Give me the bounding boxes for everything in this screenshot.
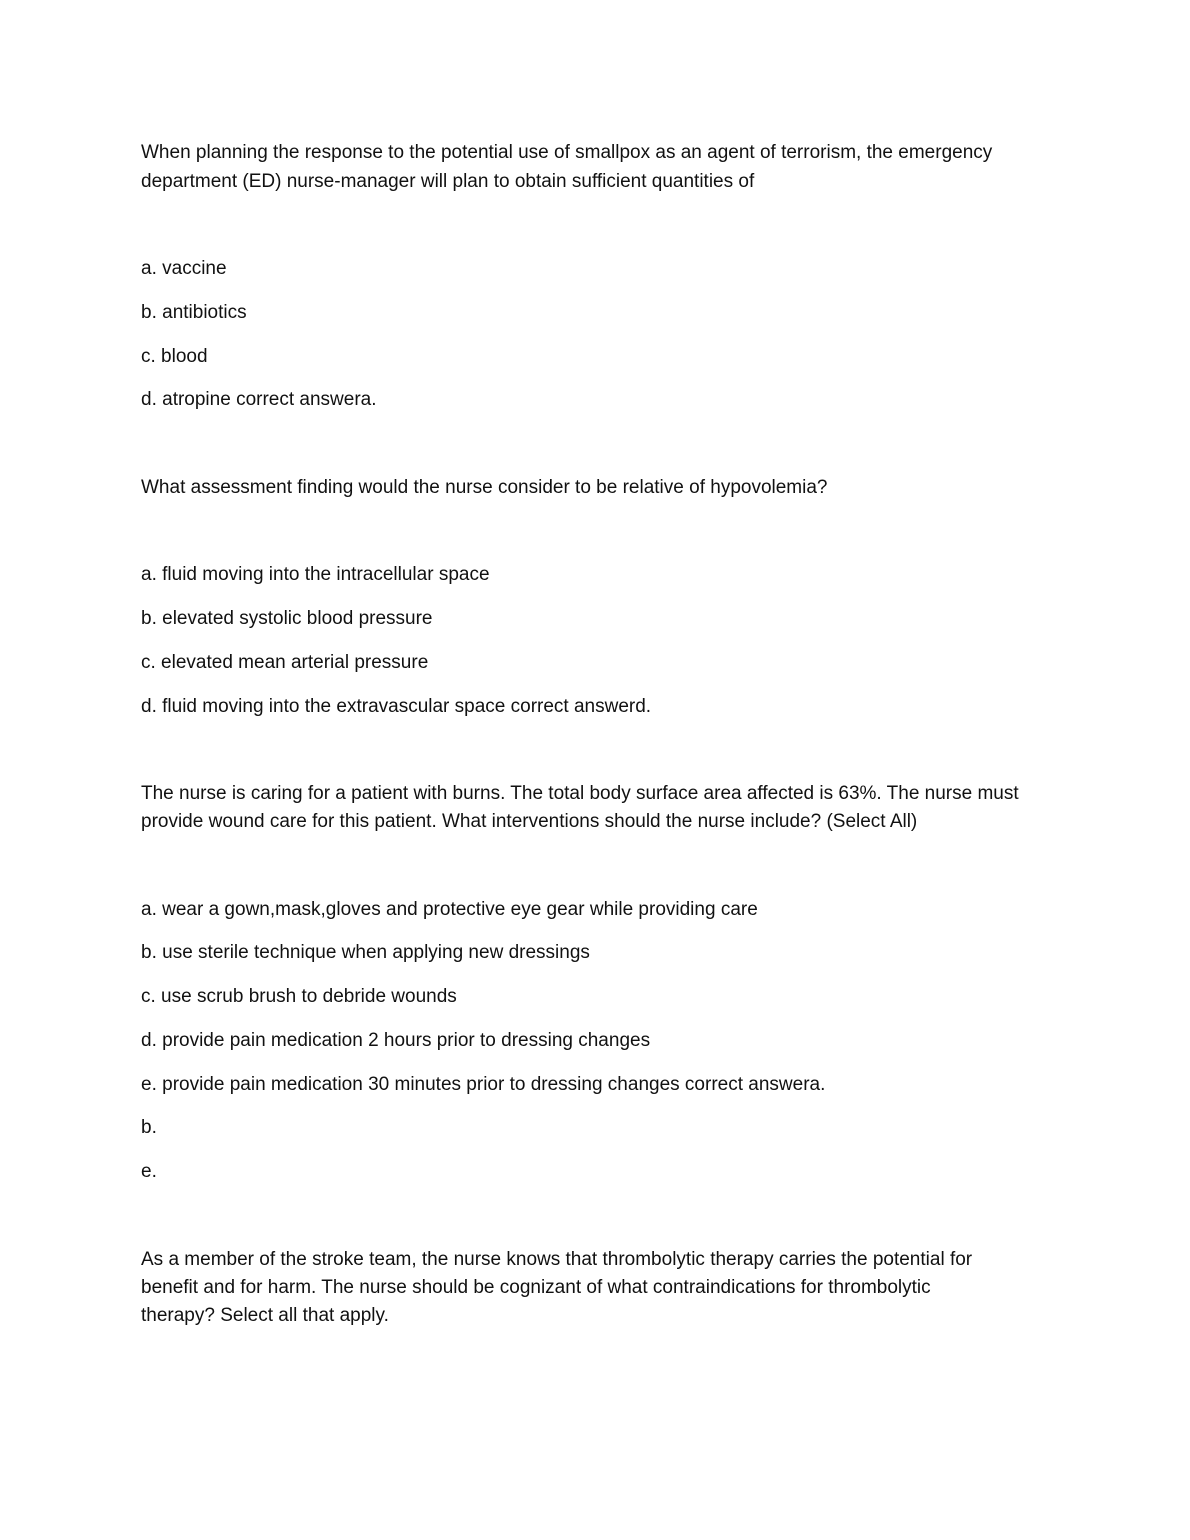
- question-2-option-d: d. fluid moving into the extravascular space correct answerd.: [141, 696, 652, 717]
- question-4-stem-line-2: benefit and for harm. The nurse should be cognizant of what contraindications for thrombolytic: [141, 1277, 931, 1298]
- question-3-answer-e: e.: [141, 1161, 157, 1182]
- question-2-stem-line-1: What assessment finding would the nurse consider to be relative of hypovolemia?: [141, 477, 828, 498]
- question-3-stem-line-2: provide wound care for this patient. What interventions should the nurse include? (Select All): [141, 811, 918, 832]
- question-3-option-b: b. use sterile technique when applying new dressings: [141, 942, 590, 963]
- question-1-option-b: b. antibiotics: [141, 302, 247, 323]
- question-2-option-c: c. elevated mean arterial pressure: [141, 652, 429, 673]
- question-1-option-d: d. atropine correct answera.: [141, 389, 377, 410]
- question-1-option-a: a. vaccine: [141, 258, 227, 279]
- question-3-answer-b: b.: [141, 1117, 157, 1138]
- question-1-stem-line-1: When planning the response to the potential use of smallpox as an agent of terrorism, the emergency: [141, 142, 993, 163]
- question-1-stem-line-2: department (ED) nurse-manager will plan to obtain sufficient quantities of: [141, 171, 755, 192]
- question-3-option-a: a. wear a gown,mask,gloves and protective eye gear while providing care: [141, 899, 758, 920]
- question-3-option-e: e. provide pain medication 30 minutes prior to dressing changes correct answera.: [141, 1074, 826, 1095]
- question-4-stem-line-1: As a member of the stroke team, the nurse knows that thrombolytic therapy carries the potential for: [141, 1249, 973, 1270]
- question-2-option-a: a. fluid moving into the intracellular space: [141, 564, 490, 585]
- question-3-option-c: c. use scrub brush to debride wounds: [141, 986, 457, 1007]
- question-4-stem-line-3: therapy? Select all that apply.: [141, 1305, 389, 1326]
- question-2-option-b: b. elevated systolic blood pressure: [141, 608, 433, 629]
- question-3-option-d: d. provide pain medication 2 hours prior to dressing changes: [141, 1030, 651, 1051]
- question-3-stem-line-1: The nurse is caring for a patient with burns. The total body surface area affected is 63%. The nurse must: [141, 783, 1019, 804]
- question-1-option-c: c. blood: [141, 346, 208, 367]
